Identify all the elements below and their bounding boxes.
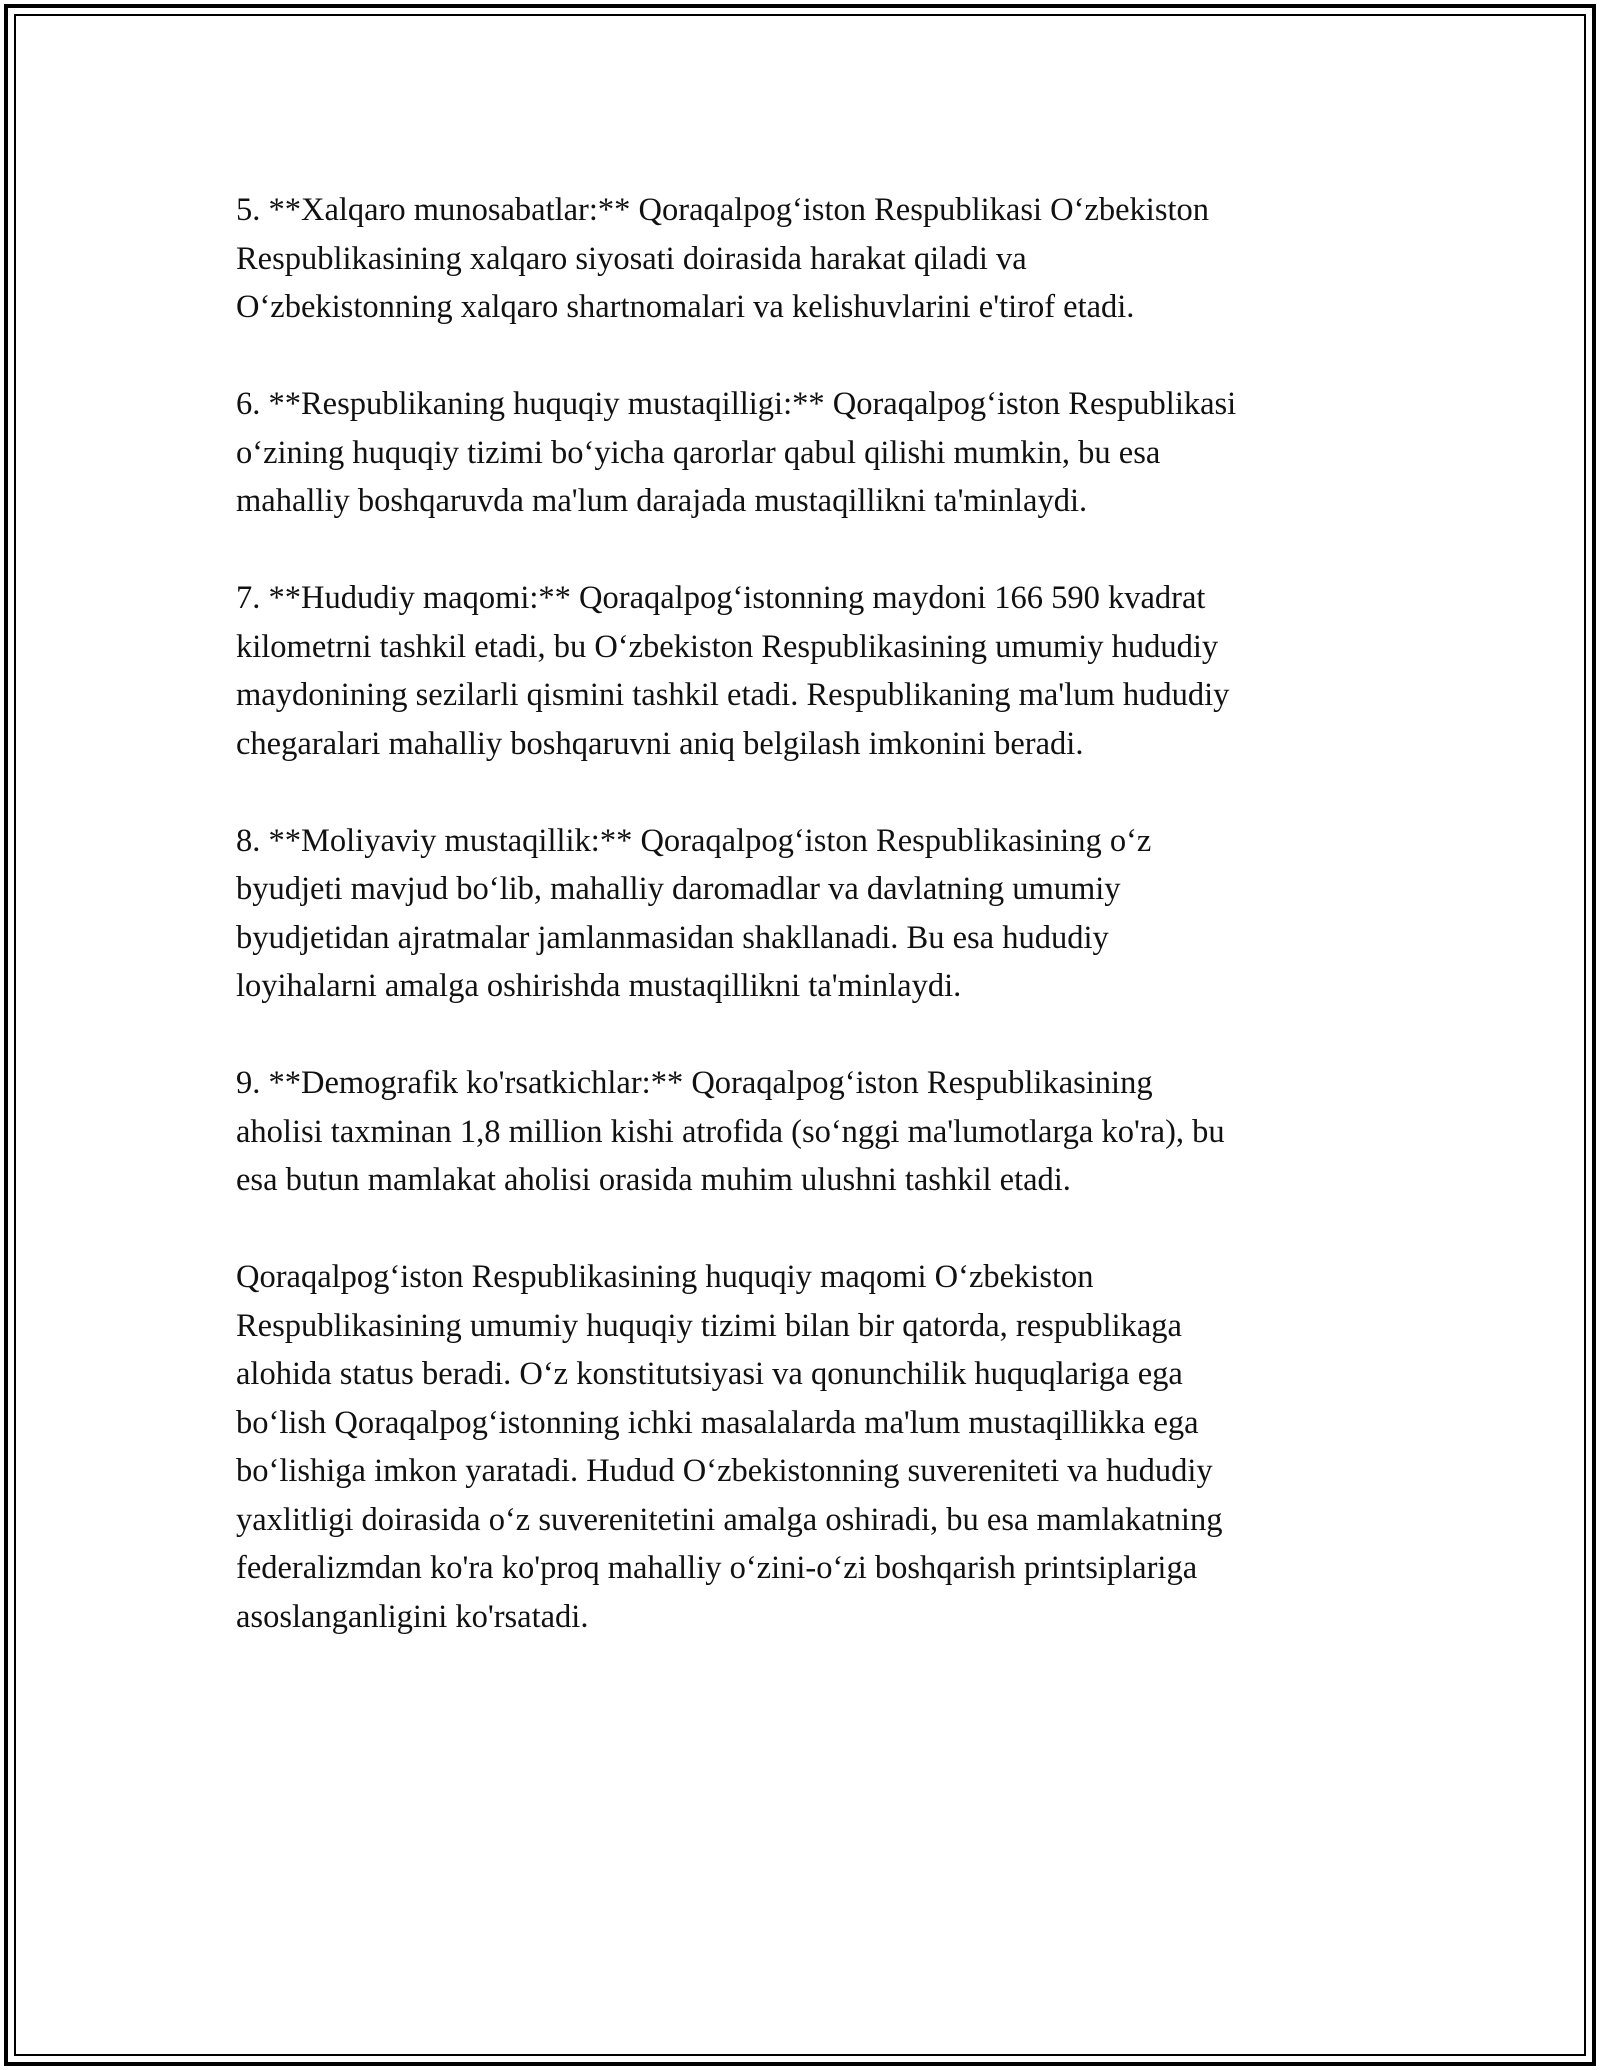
document-body [236, 186, 1376, 1690]
paragraph-conclusion: Qoraqalpog‘iston Respublikasining huquqiy maqomi O‘zbekiston Respublikasining umumiy huquqiy tizimi bilan bir qatorda, respublikaga alohida status beradi. O‘z konstitutsiyasi va qonunchilik huquqlariga ega bo‘lish Qoraqalpog‘istonning ichki masalalarda ma'lum mustaqillikka ega bo‘lishiga imkon yaratadi. Hudud O‘zbekistonning suvereniteti va hududiy yaxlitligi doirasida o‘z suverenitetini amalga oshiradi, bu esa mamlakatning federalizmdan ko'ra ko'proq mahalliy o‘zini-o‘zi boshqarish printsiplariga asoslanganligini ko'rsatadi. [236, 1259, 1223, 1635]
paragraph-demographics: 9. **Demografik ko'rsatkichlar:** Qoraqalpog‘iston Respublikasining aholisi taxminan 1,8 million kishi atrofida (so‘nggi ma'lumotlarga ko'ra), bu esa butun mamlakat aholisi orasida muhim ulushni tashkil etadi. [236, 1065, 1225, 1198]
paragraph-financial-independence: 8. **Moliyaviy mustaqillik:** Qoraqalpog‘iston Respublikasining o‘z byudjeti mavjud bo‘lib, mahalliy daromadlar va davlatning umumiy byudjetidan ajratmalar jamlanmasidan shakllanadi. Bu esa hududiy loyihalarni amalga oshirishda mustaqillikni ta'minlaydi. [236, 822, 1152, 1004]
paragraph-international-relations: 5. **Xalqaro munosabatlar:** Qoraqalpog‘iston Respublikasi O‘zbekiston Respublikasining xalqaro siyosati doirasida harakat qiladi va O‘zbekistonning xalqaro shartnomalari va kelishuvlarini e'tirof etadi. [236, 192, 1210, 325]
paragraph-legal-independence: 6. **Respublikaning huquqiy mustaqilligi:** Qoraqalpog‘iston Respublikasi o‘zining huquqiy tizimi bo‘yicha qarorlar qabul qilishi mumkin, bu esa mahalliy boshqaruvda ma'lum darajada mustaqillikni ta'minlaydi. [236, 386, 1237, 519]
paragraph-territorial-status: 7. **Hududiy maqomi:** Qoraqalpog‘istonning maydoni 166 590 kvadrat kilometrni tashkil etadi, bu O‘zbekiston Respublikasining umumiy hududiy maydonining sezilarli qismini tashkil etadi. Respublikaning ma'lum hududiy chegaralari mahalliy boshqaruvni aniq belgilash imkonini beradi. [236, 580, 1230, 762]
